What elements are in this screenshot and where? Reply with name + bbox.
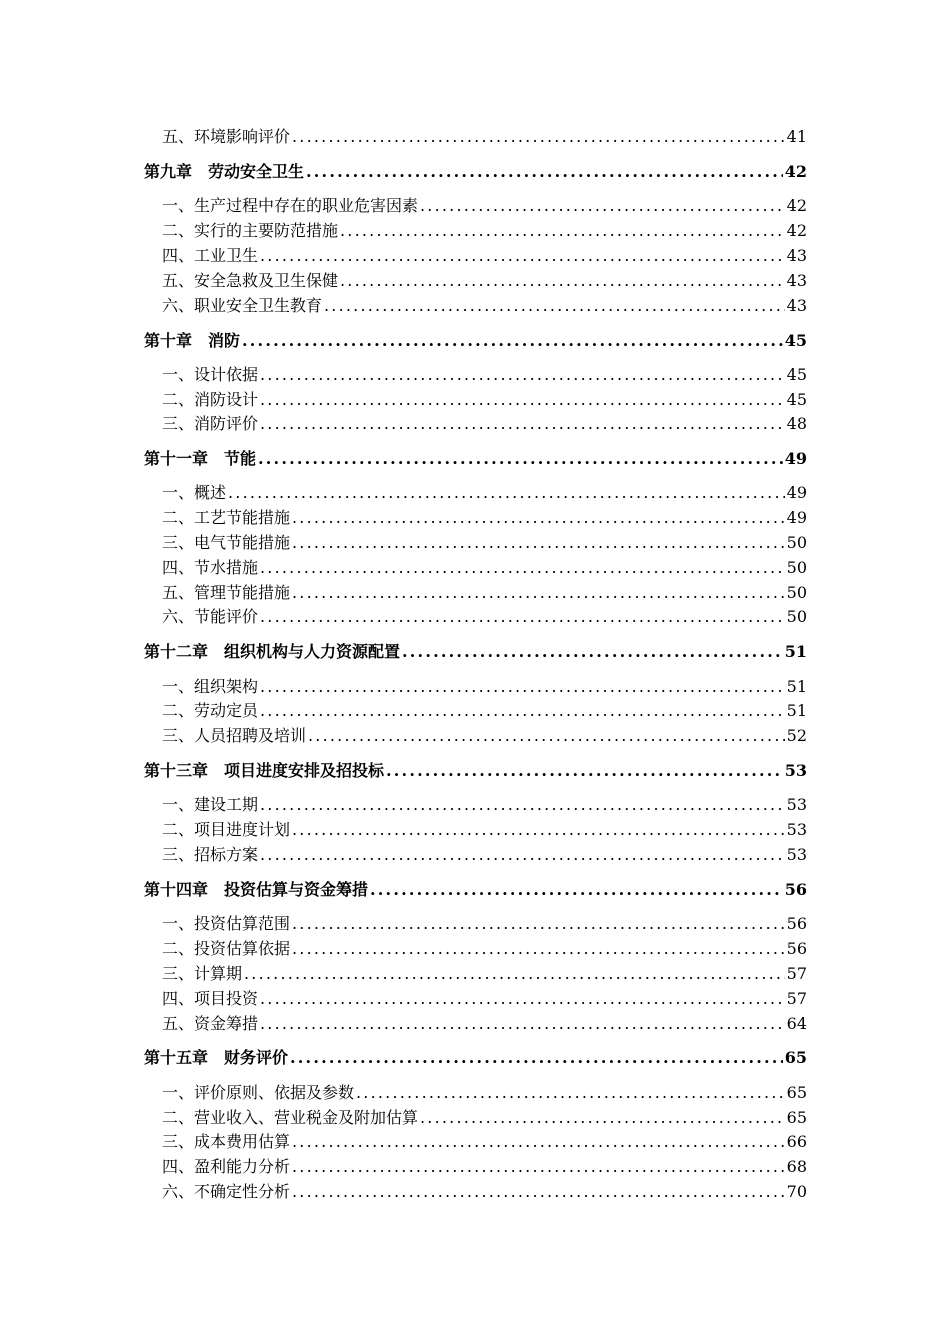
toc-entry-title: 二、工艺节能措施	[162, 508, 291, 527]
toc-dot-leader	[292, 937, 785, 961]
toc-page-number: 45	[784, 331, 807, 350]
toc-section-entry[interactable]	[162, 506, 807, 530]
toc-dot-leader	[290, 1046, 783, 1070]
toc-dot-leader	[308, 724, 785, 748]
toc-dot-leader	[260, 675, 785, 699]
toc-page-number: 50	[786, 583, 807, 602]
toc-dot-leader	[292, 581, 785, 605]
toc-entry-title: 五、安全急救及卫生保健	[162, 271, 339, 290]
toc-page-number: 42	[786, 196, 807, 215]
toc-section-entry[interactable]	[162, 363, 807, 387]
toc-entry-title: 第十三章 项目进度安排及招投标	[144, 761, 385, 780]
toc-dot-leader	[340, 269, 785, 293]
toc-dot-leader	[324, 294, 785, 318]
toc-dot-leader	[356, 1081, 785, 1105]
toc-entry-title: 四、项目投资	[162, 989, 259, 1008]
toc-section-entry[interactable]	[162, 481, 807, 505]
toc-page-number: 53	[784, 761, 807, 780]
toc-dot-leader	[260, 1012, 785, 1036]
toc-dot-leader	[402, 640, 783, 664]
toc-section-entry[interactable]	[162, 724, 807, 748]
toc-entry-title: 三、人员招聘及培训	[162, 726, 307, 745]
toc-page-number: 56	[784, 880, 807, 899]
toc-dot-leader	[340, 219, 785, 243]
toc-entry-title: 一、设计依据	[162, 365, 259, 384]
toc-entry-title: 四、工业卫生	[162, 246, 259, 265]
toc-dot-leader	[260, 388, 785, 412]
toc-section-entry[interactable]	[162, 793, 807, 817]
toc-page-number: 64	[786, 1014, 807, 1033]
toc-section-entry[interactable]	[162, 912, 807, 936]
toc-entry-title: 二、实行的主要防范措施	[162, 221, 339, 240]
toc-entry-title: 三、计算期	[162, 964, 243, 983]
toc-entry-title: 三、招标方案	[162, 845, 259, 864]
toc-section-entry[interactable]	[162, 699, 807, 723]
toc-entry-title: 四、盈利能力分析	[162, 1157, 291, 1176]
toc-dot-leader	[242, 329, 783, 353]
toc-page-number: 41	[786, 127, 807, 146]
toc-page-number: 45	[786, 390, 807, 409]
toc-section-entry[interactable]	[162, 1130, 807, 1154]
toc-page-number: 51	[786, 701, 807, 720]
toc-entry-title: 第九章 劳动安全卫生	[144, 162, 305, 181]
toc-entry-title: 二、营业收入、营业税金及附加估算	[162, 1108, 419, 1127]
toc-section-entry[interactable]	[162, 818, 807, 842]
toc-section-entry[interactable]	[162, 412, 807, 436]
toc-entry-title: 第十一章 节能	[144, 449, 257, 468]
toc-page-number: 53	[786, 845, 807, 864]
toc-entry-title: 二、投资估算依据	[162, 939, 291, 958]
toc-section-entry[interactable]	[162, 388, 807, 412]
toc-dot-leader	[420, 194, 785, 218]
toc-entry-title: 一、投资估算范围	[162, 914, 291, 933]
toc-section-entry[interactable]	[162, 219, 807, 243]
toc-page-number: 50	[786, 607, 807, 626]
toc-dot-leader	[292, 506, 785, 530]
toc-page-number: 49	[784, 449, 807, 468]
toc-entry-title: 一、建设工期	[162, 795, 259, 814]
toc-entry-title: 二、消防设计	[162, 390, 259, 409]
toc-page-number: 50	[786, 533, 807, 552]
toc-section-entry[interactable]	[162, 1180, 807, 1204]
toc-page-number: 42	[784, 162, 807, 181]
toc-page-number: 56	[786, 914, 807, 933]
toc-page-number: 65	[786, 1083, 807, 1102]
toc-section-entry[interactable]	[162, 1012, 807, 1036]
toc-entry-title: 五、环境影响评价	[162, 127, 291, 146]
toc-page-number: 65	[784, 1048, 807, 1067]
toc-page-number: 49	[786, 483, 807, 502]
toc-dot-leader	[228, 481, 785, 505]
toc-chapter-entry[interactable]	[144, 640, 807, 664]
toc-chapter-entry[interactable]	[144, 1046, 807, 1070]
toc-section-entry[interactable]	[162, 675, 807, 699]
toc-entry-title: 第十四章 投资估算与资金筹措	[144, 880, 369, 899]
toc-page-number: 43	[786, 296, 807, 315]
toc-dot-leader	[260, 605, 785, 629]
toc-dot-leader	[292, 125, 785, 149]
toc-section-entry[interactable]	[162, 294, 807, 318]
toc-dot-leader	[260, 843, 785, 867]
toc-entry-title: 第十章 消防	[144, 331, 241, 350]
toc-section-entry[interactable]	[162, 194, 807, 218]
toc-section-entry[interactable]	[162, 1155, 807, 1179]
toc-section-entry[interactable]	[162, 605, 807, 629]
toc-entry-title: 六、不确定性分析	[162, 1182, 291, 1201]
toc-page-number: 70	[786, 1182, 807, 1201]
toc-entry-title: 第十二章 组织机构与人力资源配置	[144, 642, 401, 661]
toc-entry-title: 第十五章 财务评价	[144, 1048, 289, 1067]
toc-dot-leader	[292, 1130, 785, 1154]
toc-page-number: 53	[786, 820, 807, 839]
toc-dot-leader	[292, 531, 785, 555]
toc-section-entry[interactable]	[162, 125, 807, 149]
toc-page-number: 49	[786, 508, 807, 527]
toc-dot-leader	[370, 878, 783, 902]
toc-page-number: 56	[786, 939, 807, 958]
toc-dot-leader	[292, 1180, 785, 1204]
toc-dot-leader	[292, 818, 785, 842]
toc-entry-title: 三、电气节能措施	[162, 533, 291, 552]
toc-page-number: 66	[786, 1132, 807, 1151]
toc-page-number: 53	[786, 795, 807, 814]
toc-chapter-entry[interactable]	[144, 878, 807, 902]
toc-chapter-entry[interactable]	[144, 160, 807, 184]
toc-page-number: 57	[786, 964, 807, 983]
toc-dot-leader	[258, 447, 783, 471]
toc-dot-leader	[244, 962, 785, 986]
toc-section-entry[interactable]	[162, 244, 807, 268]
toc-section-entry[interactable]	[162, 1106, 807, 1130]
toc-entry-title: 二、项目进度计划	[162, 820, 291, 839]
toc-page-number: 48	[786, 414, 807, 433]
toc-entry-title: 三、成本费用估算	[162, 1132, 291, 1151]
toc-entry-title: 一、概述	[162, 483, 227, 502]
toc-chapter-entry[interactable]	[144, 329, 807, 353]
toc-section-entry[interactable]	[162, 581, 807, 605]
toc-page-number: 52	[786, 726, 807, 745]
toc-page-number: 50	[786, 558, 807, 577]
toc-dot-leader	[260, 244, 785, 268]
toc-entry-title: 一、生产过程中存在的职业危害因素	[162, 196, 419, 215]
toc-page-number: 51	[784, 642, 807, 661]
toc-chapter-entry[interactable]	[144, 447, 807, 471]
toc-page-number: 51	[786, 677, 807, 696]
toc-section-entry[interactable]	[162, 937, 807, 961]
toc-section-entry[interactable]	[162, 1081, 807, 1105]
toc-entry-title: 五、资金筹措	[162, 1014, 259, 1033]
toc-entry-title: 三、消防评价	[162, 414, 259, 433]
toc-entry-title: 一、组织架构	[162, 677, 259, 696]
toc-chapter-entry[interactable]	[144, 759, 807, 783]
toc-dot-leader	[260, 556, 785, 580]
toc-dot-leader	[260, 987, 785, 1011]
toc-dot-leader	[306, 160, 783, 184]
toc-section-entry[interactable]	[162, 987, 807, 1011]
toc-dot-leader	[292, 1155, 785, 1179]
toc-section-entry[interactable]	[162, 269, 807, 293]
toc-section-entry[interactable]	[162, 843, 807, 867]
toc-page-number: 68	[786, 1157, 807, 1176]
toc-dot-leader	[260, 699, 785, 723]
toc-page-number: 43	[786, 246, 807, 265]
toc-dot-leader	[260, 412, 785, 436]
toc-entry-title: 六、职业安全卫生教育	[162, 296, 323, 315]
toc-section-entry[interactable]	[162, 531, 807, 555]
toc-entry-title: 一、评价原则、依据及参数	[162, 1083, 355, 1102]
toc-entry-title: 四、节水措施	[162, 558, 259, 577]
toc-entry-title: 五、管理节能措施	[162, 583, 291, 602]
toc-section-entry[interactable]	[162, 962, 807, 986]
toc-dot-leader	[260, 793, 785, 817]
toc-dot-leader	[292, 912, 785, 936]
toc-page-number: 65	[786, 1108, 807, 1127]
toc-entry-title: 六、节能评价	[162, 607, 259, 626]
toc-page-number: 45	[786, 365, 807, 384]
toc-page-number: 43	[786, 271, 807, 290]
toc-section-entry[interactable]	[162, 556, 807, 580]
toc-page-number: 57	[786, 989, 807, 1008]
toc-dot-leader	[420, 1106, 785, 1130]
toc-dot-leader	[386, 759, 783, 783]
toc-entry-title: 二、劳动定员	[162, 701, 259, 720]
toc-dot-leader	[260, 363, 785, 387]
toc-page-number: 42	[786, 221, 807, 240]
